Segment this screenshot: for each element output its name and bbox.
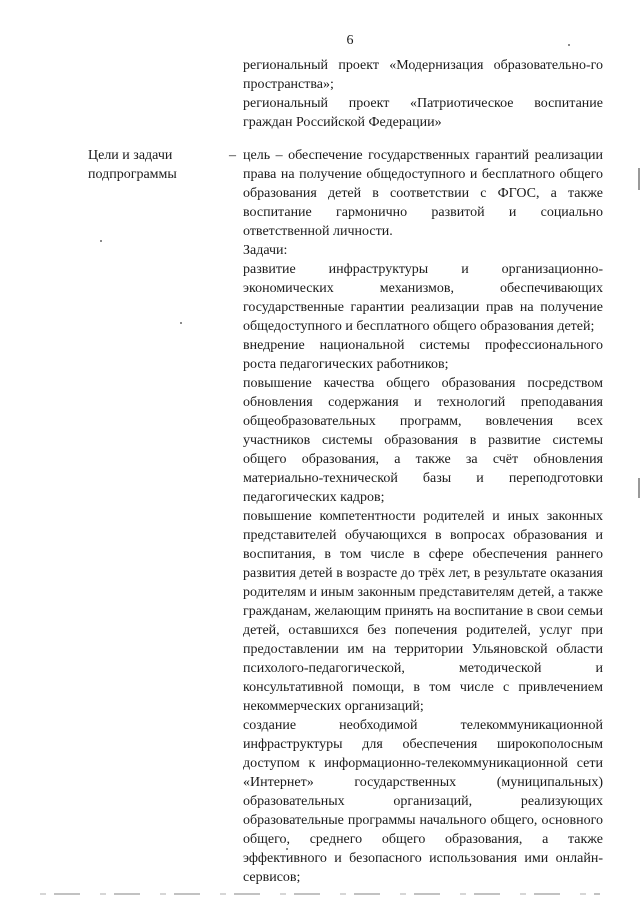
- page-number: 6: [346, 33, 354, 48]
- section-label: Цели и задачи подпрограммы: [88, 148, 177, 182]
- list-item: повышение компетентности родителей и иных законных представителей обучающихся в вопросах образования и воспитания, в том числе в сфере обеспечения раннего развития детей в возрасте до трёх лет, в результате оказания родителям и иным законным представителям детей, а также гражданам, желающим принять на воспитание в свои семьи детей, оставшихся без попечения родителей, услуг при предоставлении им на территории Ульяновской области психолого-педагогической, методической и консультативной помощи, в том числе с привлечением некоммерческих организаций;: [243, 509, 603, 714]
- dash-marker: –: [229, 148, 236, 163]
- scan-speck: [568, 44, 570, 46]
- section-content: [243, 146, 603, 887]
- scan-speck: [100, 240, 102, 242]
- list-item: внедрение национальной системы профессионального роста педагогических работников;: [243, 338, 603, 372]
- list-item: региональный проект «Патриотическое воспитание граждан Российской Федерации»: [243, 96, 603, 130]
- list-item: региональный проект «Модернизация образовательно-го пространства»;: [243, 58, 603, 92]
- list-item: создание необходимой телекоммуникационной инфраструктуры для обеспечения широкополосным доступом к информационно-телекоммуникационной сети «Интернет» государственных (муниципальных) образовательных организаций, реализующих образовательные программы начального общего, основного общего, среднего общего образования, а также эффективного и безопасного использования ими онлайн-сервисов;: [243, 718, 603, 885]
- tasks-heading: Задачи:: [243, 243, 288, 258]
- continuation-list: [243, 56, 603, 132]
- scan-speck: [286, 848, 288, 850]
- scan-noise: [40, 893, 600, 895]
- list-item: развитие инфраструктуры и организационно-экономических механизмов, обеспечивающих государственные гарантии реализации прав на получение общедоступного и бесплатного общего образования детей;: [243, 262, 603, 334]
- list-item: повышение качества общего образования посредством обновления содержания и технологий преподавания общеобразовательных программ, вовлечения всех участников системы образования в развитие системы общего образования, а также за счёт обновления материально-технической базы и переподготовки педагогических кадров;: [243, 376, 603, 505]
- goal-text: цель – обеспечение государственных гарантий реализации права на получение общедоступного и бесплатного общего образования детей в соответствии с ФГОС, а также воспитание гармонично развитой и социально ответственной личности.: [243, 148, 603, 239]
- scan-speck: [180, 322, 182, 324]
